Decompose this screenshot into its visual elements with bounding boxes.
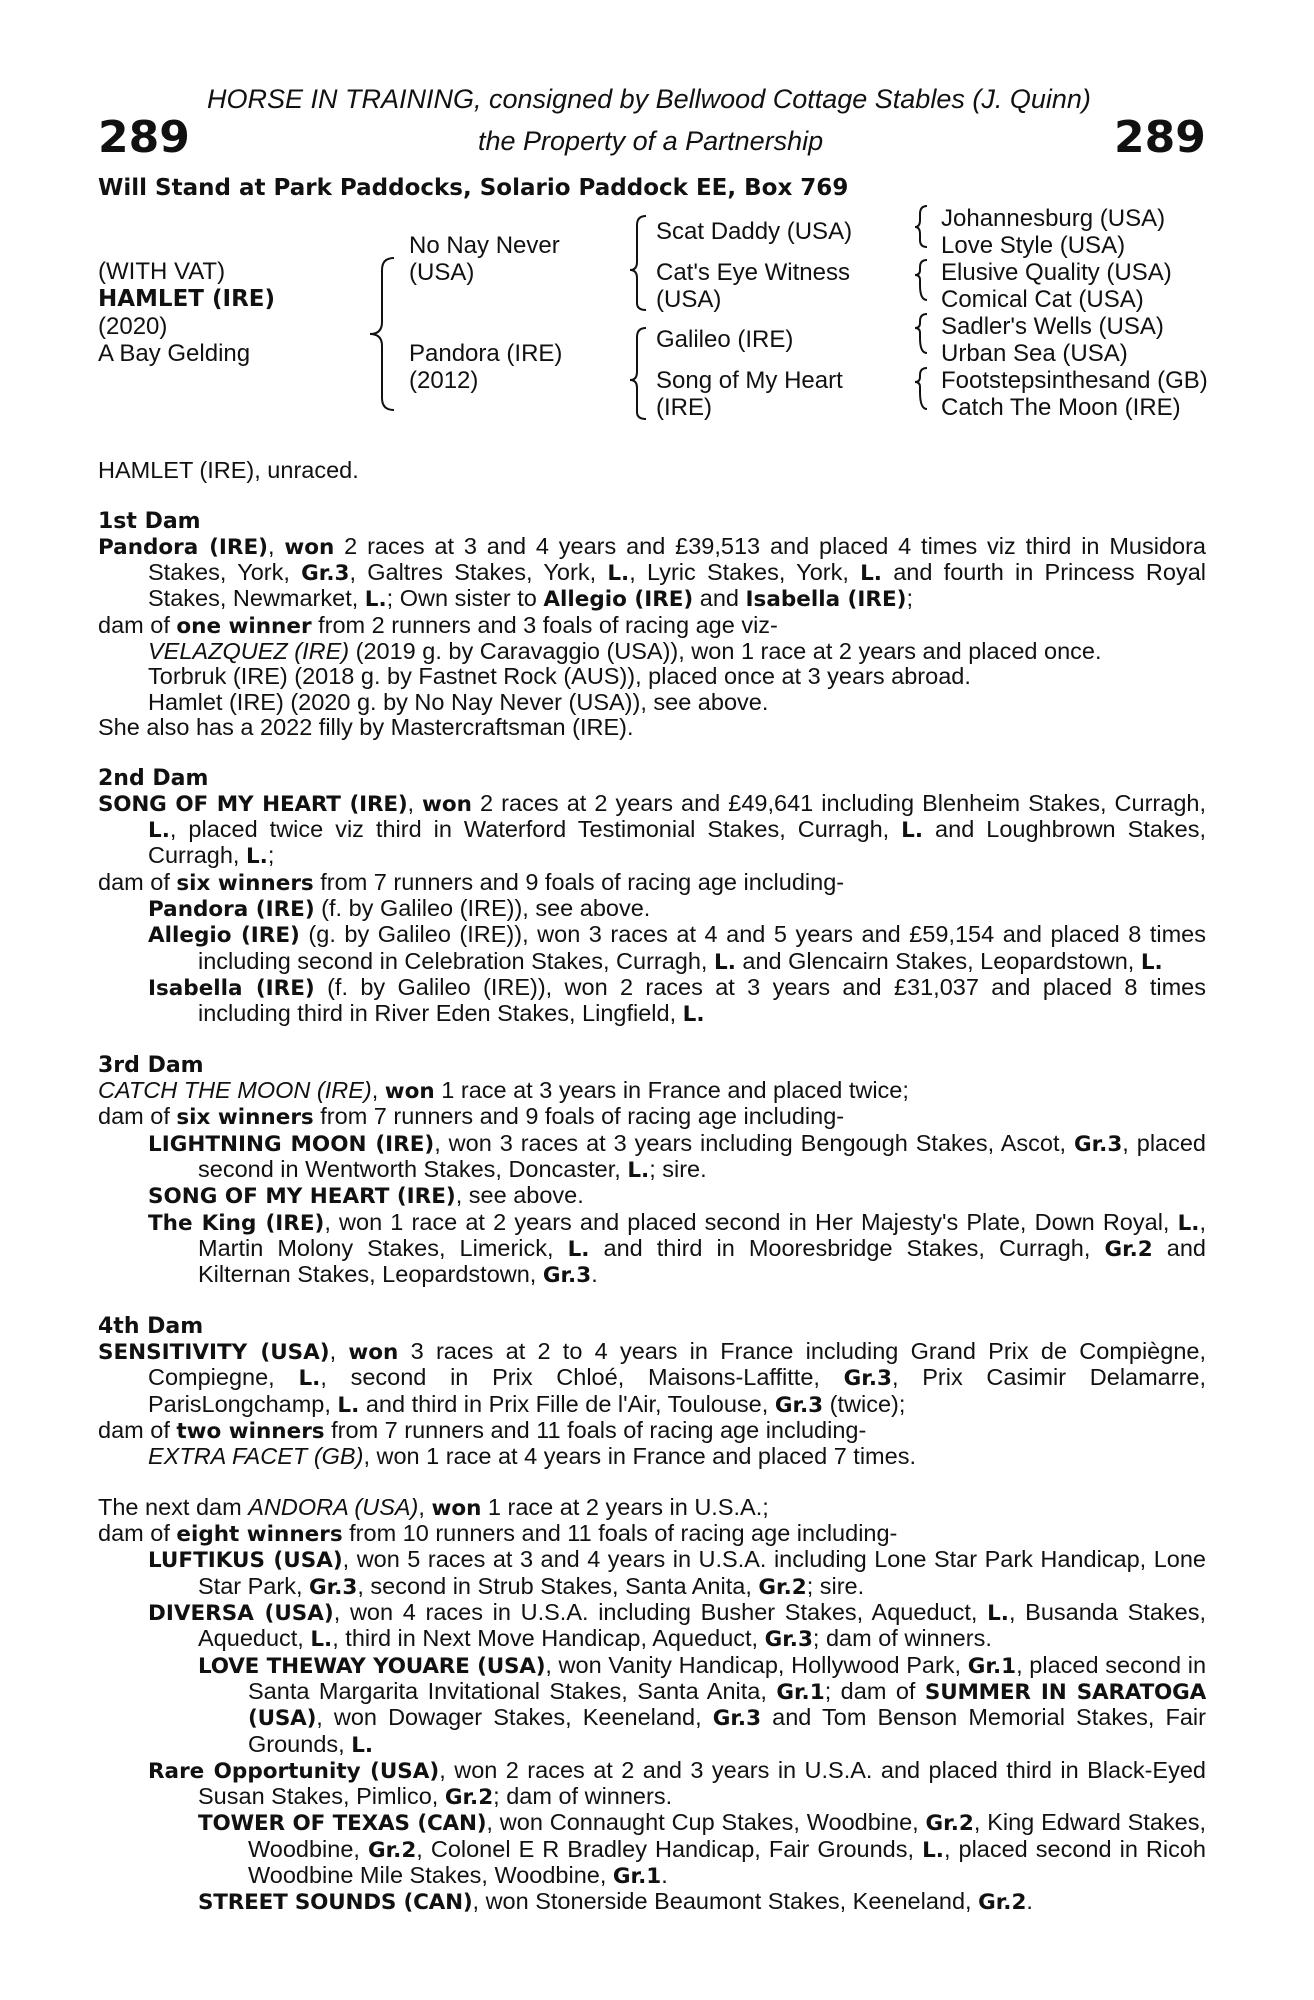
second-dam-offspring-3: Isabella (IRE) (f. by Galileo (IRE)), won 2 races at 3 years and £31,037 and placed 8 times including third in River Eden Stakes, Lingfield, L. bbox=[148, 973, 1207, 1028]
sire-line-1: No Nay Never bbox=[409, 232, 560, 259]
g-brace-1 bbox=[915, 206, 927, 247]
second-dam-record: SONG OF MY HEART (IRE), won 2 races at 2 years and £49,641 including Blenheim Stakes, Curragh, L., placed twice viz third in Waterford Testimonial Stakes, Curragh, L. and Loughbrown Stakes, Curragh, L.; bbox=[98, 789, 1206, 870]
second-dam-offspring-2: Allegio (IRE) (g. by Galileo (IRE)), won 3 races at 4 and 5 years and £59,154 and placed 8 times including second in Celebration Stakes, Curragh, L. and Glencairn Stakes, Leopardstown, L. bbox=[148, 921, 1207, 975]
third-dam-offspring-2: SONG OF MY HEART (IRE), see above. bbox=[148, 1182, 584, 1210]
sire-line-2: (USA) bbox=[409, 259, 475, 286]
sire-sire: Scat Daddy (USA) bbox=[656, 218, 853, 245]
dam-sire: Galileo (IRE) bbox=[656, 326, 794, 353]
next-dam-grandoffspring-3: STREET SOUNDS (CAN), won Stonerside Beaumont Stakes, Keeneland, Gr.2. bbox=[198, 1888, 1033, 1916]
dam-dam-line-1: Song of My Heart bbox=[656, 367, 843, 394]
second-dam-produce-summary: dam of six winners from 7 runners and 9 foals of racing age including- bbox=[98, 868, 845, 896]
next-dam-produce-summary: dam of eight winners from 10 runners and 11 foals of racing age including- bbox=[98, 1520, 898, 1548]
first-dam-section bbox=[98, 509, 1206, 741]
g-brace-3 bbox=[915, 314, 927, 353]
second-dam-offspring-1: Pandora (IRE) (f. by Galileo (IRE)), see above. bbox=[148, 895, 651, 923]
next-dam-section bbox=[98, 1495, 1206, 1916]
fourth-dam-record: SENSITIVITY (USA), won 3 races at 2 to 4 years in France including Grand Prix de Compiègne, Compiegne, L., second in Prix Chloé, Maisons-Laffitte, Gr.3, Prix Casimir Delamarre, ParisLongchamp, L. and third in Prix Fille de l'Air, Toulouse, Gr.3 (twice); bbox=[98, 1338, 1207, 1418]
next-dam-offspring-2: DIVERSA (USA), won 4 races in U.S.A. including Busher Stakes, Aqueduct, L., Busanda Stakes, Aqueduct, L., third in Next Move Handicap, Aqueduct, Gr.3; dam of winners. bbox=[148, 1599, 1206, 1653]
fourth-dam-section bbox=[98, 1314, 1206, 1470]
ancestor-ss-s: Johannesburg (USA) bbox=[941, 205, 1166, 232]
lot-number-left: 289 bbox=[98, 112, 190, 163]
dam-dam-line-2: (IRE) bbox=[656, 394, 712, 421]
third-dam-section bbox=[98, 1053, 1206, 1289]
first-dam-offspring-2: Torbruk (IRE) (2018 g. by Fastnet Rock (AUS)), placed once at 3 years abroad. bbox=[148, 663, 971, 690]
horse-year: (2020) bbox=[98, 313, 168, 340]
second-dam-heading: 2nd Dam bbox=[98, 765, 209, 791]
third-dam-offspring-1: LIGHTNING MOON (IRE), won 3 races at 3 years including Bengough Stakes, Ascot, Gr.3, placed second in Wentworth Stakes, Doncaster, L.; sire. bbox=[148, 1129, 1206, 1184]
third-dam-record: CATCH THE MOON (IRE), won 1 race at 3 years in France and placed twice; bbox=[98, 1077, 909, 1105]
horse-description: A Bay Gelding bbox=[98, 340, 251, 367]
ancestor-ss-d: Love Style (USA) bbox=[941, 232, 1126, 259]
next-dam-offspring-3: Rare Opportunity (USA), won 2 races at 2 and 3 years in U.S.A. and placed third in Black-Eyed Susan Stakes, Pimlico, Gr.2; dam of winners. bbox=[148, 1756, 1206, 1811]
main-brace bbox=[370, 258, 394, 410]
ancestor-ds-d: Urban Sea (USA) bbox=[941, 340, 1128, 367]
next-dam-record: The next dam ANDORA (USA), won 1 race at 2 years in U.S.A.; bbox=[98, 1493, 769, 1521]
unraced-note: HAMLET (IRE), unraced. bbox=[98, 457, 359, 483]
third-dam-heading: 3rd Dam bbox=[98, 1052, 204, 1078]
dam-line-2: (2012) bbox=[409, 367, 479, 394]
sire-dam-line-1: Cat's Eye Witness bbox=[656, 259, 850, 286]
first-dam-produce-summary: dam of one winner from 2 runners and 3 foals of racing age viz- bbox=[98, 611, 778, 639]
first-dam-note: She also has a 2022 filly by Mastercraftsman (IRE). bbox=[98, 713, 634, 740]
second-dam-section bbox=[98, 766, 1206, 1028]
catalogue-body bbox=[98, 458, 1206, 1916]
ancestor-sd-s: Elusive Quality (USA) bbox=[941, 259, 1172, 286]
lot-number-right: 289 bbox=[1114, 112, 1206, 163]
header-ownership: the Property of a Partnership bbox=[478, 126, 824, 156]
third-dam-produce-summary: dam of six winners from 7 runners and 9 foals of racing age including- bbox=[98, 1103, 845, 1131]
sire-brace bbox=[630, 216, 646, 310]
ancestor-ds-s: Sadler's Wells (USA) bbox=[941, 313, 1164, 340]
ancestor-sd-d: Comical Cat (USA) bbox=[941, 286, 1144, 313]
stand-location: Will Stand at Park Paddocks, Solario Paddock EE, Box 769 bbox=[98, 175, 849, 201]
ancestor-dd-d: Catch The Moon (IRE) bbox=[941, 394, 1181, 421]
ancestor-dd-s: Footstepsinthesand (GB) bbox=[941, 367, 1208, 394]
third-dam-offspring-3: The King (IRE), won 1 race at 2 years and placed second in Her Majesty's Plate, Down Royal, L., Martin Molony Stakes, Limerick, L. and third in Mooresbridge Stakes, Curragh, Gr.2 and Kilternan Stakes, Leopardstown, Gr.3. bbox=[148, 1208, 1206, 1289]
dam-line-1: Pandora (IRE) bbox=[409, 340, 563, 367]
g-brace-4 bbox=[915, 368, 927, 409]
dam-brace bbox=[630, 328, 646, 419]
g-brace-2 bbox=[915, 260, 927, 300]
next-dam-grandoffspring-1: LOVE THEWAY YOUARE (USA), won Vanity Handicap, Hollywood Park, Gr.1, placed second in Santa Margarita Invitational Stakes, Santa Anita, Gr.1; dam of SUMMER IN SARATOGA (USA), won Dowager Stakes, Keeneland, Gr.3 and Tom Benson Memorial Stakes, Fair Grounds, L. bbox=[198, 1651, 1207, 1758]
first-dam-record: Pandora (IRE), won 2 races at 3 and 4 years and £39,513 and placed 4 times viz third in Musidora Stakes, York, Gr.3, Galtres Stakes, York, L., Lyric Stakes, York, L. and fourth in Princess Royal Stakes, Newmarket, L.; Own sister to Allegio (IRE) and Isabella (IRE); bbox=[98, 532, 1206, 613]
fourth-dam-offspring-1: EXTRA FACET (GB), won 1 race at 4 years in France and placed 7 times. bbox=[148, 1443, 916, 1470]
next-dam-offspring-1: LUFTIKUS (USA), won 5 races at 3 and 4 years in U.S.A. including Lone Star Park Handicap, Lone Star Park, Gr.3, second in Strub Stakes, Santa Anita, Gr.2; sire. bbox=[148, 1546, 1206, 1600]
horse-name: HAMLET (IRE) bbox=[98, 286, 276, 312]
first-dam-name: Pandora (IRE) bbox=[98, 534, 268, 560]
next-dam-grandoffspring-2: TOWER OF TEXAS (CAN), won Connaught Cup Stakes, Woodbine, Gr.2, King Edward Stakes, Woodbine, Gr.2, Colonel E R Bradley Handicap, Fair Grounds, L., placed second in Ricoh Woodbine Mile Stakes, Woodbine, Gr.1. bbox=[198, 1809, 1207, 1890]
header-consignor: HORSE IN TRAINING, consigned by Bellwood Cottage Stables (J. Quinn) bbox=[207, 84, 1091, 114]
first-dam-offspring-3: Hamlet (IRE) (2020 g. by No Nay Never (USA)), see above. bbox=[148, 688, 769, 715]
sire-dam-line-2: (USA) bbox=[656, 286, 722, 313]
vat-note: (WITH VAT) bbox=[98, 258, 226, 285]
first-dam-offspring-1: VELAZQUEZ (IRE) (2019 g. by Caravaggio (USA)), won 1 race at 2 years and placed once. bbox=[148, 638, 1102, 665]
fourth-dam-heading: 4th Dam bbox=[98, 1313, 204, 1339]
fourth-dam-produce-summary: dam of two winners from 7 runners and 11 foals of racing age including- bbox=[98, 1416, 867, 1444]
first-dam-heading: 1st Dam bbox=[98, 508, 201, 534]
